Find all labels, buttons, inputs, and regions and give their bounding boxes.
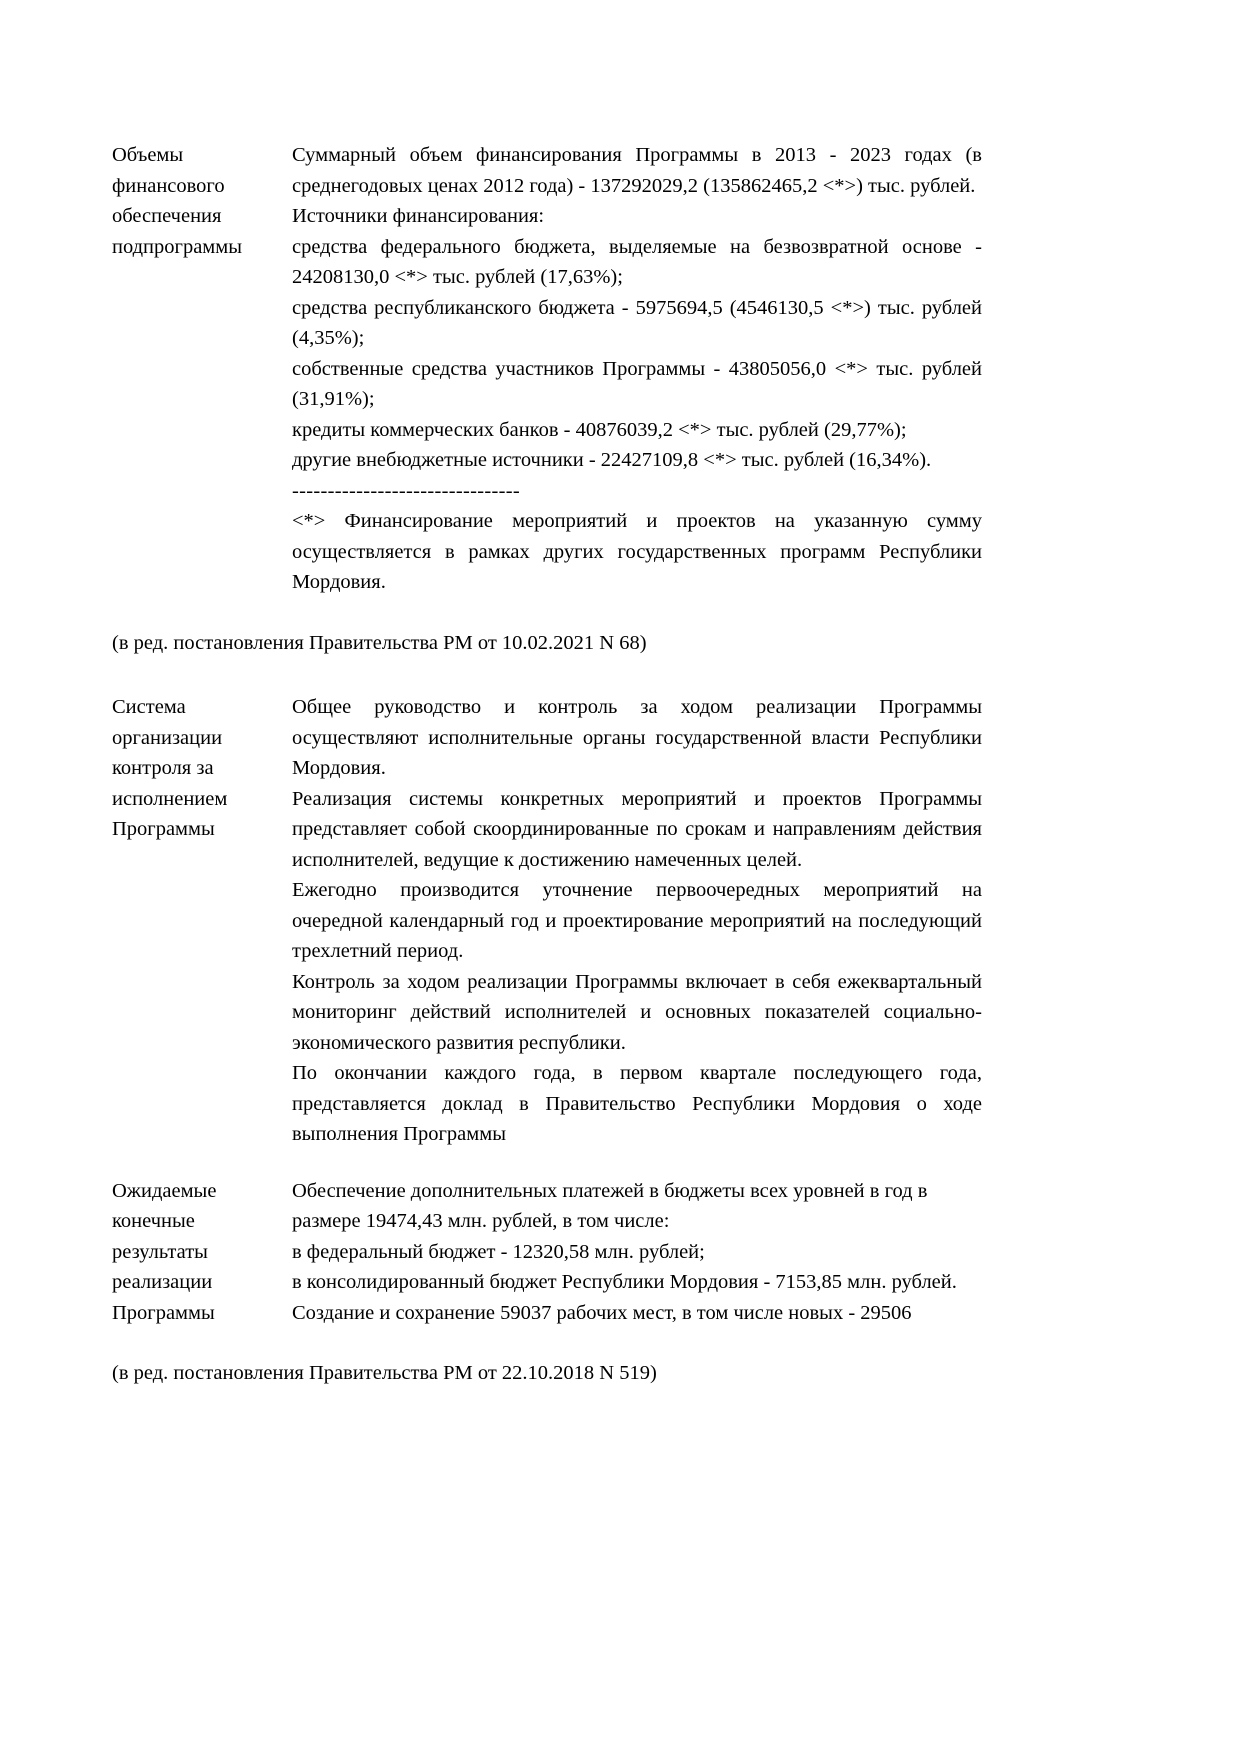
parameter-term-funding	[112, 140, 292, 262]
control-paragraph-leadership: Общее руководство и контроль за ходом реализации Программы осуществляют исполнительные органы государственной власти Республики Мордовия.	[292, 696, 982, 779]
term-line: исполнением	[112, 787, 228, 810]
parameter-block-expected-results	[112, 1176, 982, 1329]
spacer	[112, 1150, 982, 1176]
footnote-separator: --------------------------------	[292, 479, 521, 502]
funding-total: Суммарный объем финансирования Программы в 2013 - 2023 годах (в среднегодовых ценах 2012 года) - 137292029,2 (135862465,2 <*>) тыс. рублей.	[292, 144, 982, 197]
term-line: Ожидаемые	[112, 1179, 217, 1202]
parameter-body-funding	[292, 140, 982, 598]
spacer	[112, 658, 982, 692]
spacer	[112, 598, 982, 628]
results-consolidated-budget: в консолидированный бюджет Республики Мордовия - 7153,85 млн. рублей.	[292, 1271, 957, 1293]
term-line: Программы	[112, 1301, 215, 1324]
term-line: финансового	[112, 174, 225, 197]
parameter-body-control-system	[292, 692, 982, 1150]
parameter-block-control-system	[112, 692, 982, 1150]
term-line: контроля за	[112, 757, 214, 779]
funding-source-other: другие внебюджетные источники - 22427109,8 <*> тыс. рублей (16,34%).	[292, 449, 932, 471]
parameter-term-expected-results	[112, 1176, 292, 1329]
results-jobs: Создание и сохранение 59037 рабочих мест, в том числе новых - 29506	[292, 1301, 912, 1324]
control-paragraph-monitoring: Контроль за ходом реализации Программы включает в себя ежеквартальный мониторинг действий исполнителей и основных показателей социально-экономического развития республики.	[292, 970, 982, 1054]
results-federal-budget: в федеральный бюджет - 12320,58 млн. рублей;	[292, 1240, 705, 1263]
term-line: конечные	[112, 1210, 195, 1232]
funding-source-participants: собственные средства участников Программы - 43805056,0 <*> тыс. рублей (31,91%);	[292, 357, 982, 410]
results-additional-payments: Обеспечение дополнительных платежей в бюджеты всех уровней в год в размере 19474,43 млн. рублей, в том числе:	[292, 1179, 928, 1232]
control-paragraph-annual-refinement: Ежегодно производится уточнение первоочередных мероприятий на очередной календарный год и проектирование мероприятий на последующий трехлетний период.	[292, 879, 982, 962]
funding-source-bank-credits: кредиты коммерческих банков - 40876039,2 <*> тыс. рублей (29,77%);	[292, 418, 907, 441]
editorial-note-1: (в ред. постановления Правительства РМ от 10.02.2021 N 68)	[112, 631, 647, 654]
funding-source-republican: средства республиканского бюджета - 5975694,5 (4546130,5 <*>) тыс. рублей (4,35%);	[292, 296, 982, 349]
term-line: Объемы	[112, 144, 184, 166]
control-paragraph-implementation: Реализация системы конкретных мероприятий и проектов Программы представляет собой скоординированные по срокам и направлениям действия исполнителей, ведущие к достижению намеченных целей.	[292, 787, 982, 871]
term-line: реализации	[112, 1271, 213, 1293]
parameter-body-expected-results	[292, 1176, 982, 1329]
parameter-term-control-system	[112, 692, 292, 845]
funding-sources-heading: Источники финансирования:	[292, 205, 545, 227]
term-line: организации	[112, 726, 223, 749]
funding-source-federal: средства федерального бюджета, выделяемые на безвозвратной основе - 24208130,0 <*> тыс. рублей (17,63%);	[292, 235, 982, 288]
parameter-block-funding	[112, 140, 982, 598]
term-line: Система	[112, 696, 186, 718]
term-line: Программы	[112, 818, 215, 840]
editorial-note-2: (в ред. постановления Правительства РМ от 22.10.2018 N 519)	[112, 1362, 657, 1384]
term-line: результаты	[112, 1240, 208, 1263]
document-body	[112, 140, 982, 1389]
footnote-text: <*> Финансирование мероприятий и проектов на указанную сумму осуществляется в рамках других государственных программ Республики Мордовия.	[292, 510, 982, 593]
term-line: подпрограммы	[112, 235, 243, 258]
term-line: обеспечения	[112, 205, 222, 227]
spacer	[112, 1328, 982, 1358]
control-paragraph-reporting: По окончании каждого года, в первом квартале последующего года, представляется доклад в Правительство Республики Мордовия о ходе выполнения Программы	[292, 1062, 982, 1145]
